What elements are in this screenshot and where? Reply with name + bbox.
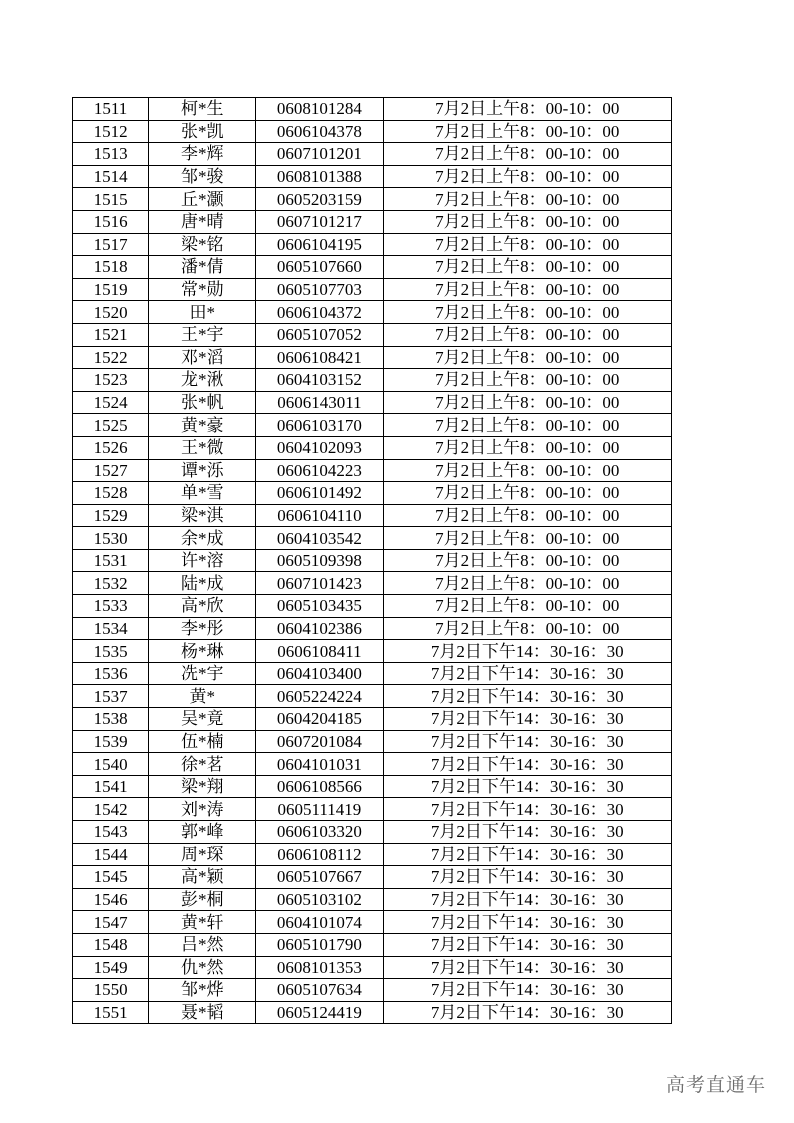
candidate-name-cell: 龙*湫 bbox=[149, 369, 256, 392]
candidate-name-cell: 田* bbox=[149, 301, 256, 324]
candidate-name-cell: 王*宇 bbox=[149, 323, 256, 346]
candidate-id-cell: 0606104223 bbox=[256, 459, 383, 482]
candidate-name-cell: 陆*成 bbox=[149, 572, 256, 595]
row-number-cell: 1527 bbox=[73, 459, 149, 482]
row-number-cell: 1537 bbox=[73, 685, 149, 708]
table-row bbox=[73, 595, 672, 618]
candidate-id-cell: 0604103152 bbox=[256, 369, 383, 392]
exam-time-cell: 7月2日上午8：00-10：00 bbox=[383, 278, 672, 301]
candidate-id-cell: 0606108566 bbox=[256, 775, 383, 798]
row-number-cell: 1546 bbox=[73, 888, 149, 911]
candidate-id-cell: 0604102386 bbox=[256, 617, 383, 640]
candidate-id-cell: 0606101492 bbox=[256, 482, 383, 505]
candidate-name-cell: 黄*轩 bbox=[149, 911, 256, 934]
candidate-id-cell: 0606103170 bbox=[256, 414, 383, 437]
row-number-cell: 1529 bbox=[73, 504, 149, 527]
exam-time-cell: 7月2日上午8：00-10：00 bbox=[383, 482, 672, 505]
exam-time-cell: 7月2日上午8：00-10：00 bbox=[383, 549, 672, 572]
candidate-name-cell: 伍*楠 bbox=[149, 730, 256, 753]
table-row bbox=[73, 459, 672, 482]
candidate-name-cell: 梁*铭 bbox=[149, 233, 256, 256]
candidate-id-cell: 0604102093 bbox=[256, 436, 383, 459]
candidate-id-cell: 0605107660 bbox=[256, 256, 383, 279]
exam-time-cell: 7月2日上午8：00-10：00 bbox=[383, 301, 672, 324]
candidate-id-cell: 0605107667 bbox=[256, 866, 383, 889]
row-number-cell: 1548 bbox=[73, 933, 149, 956]
candidate-name-cell: 高*颖 bbox=[149, 866, 256, 889]
table-row bbox=[73, 730, 672, 753]
candidate-name-cell: 梁*翔 bbox=[149, 775, 256, 798]
candidate-name-cell: 邹*骏 bbox=[149, 165, 256, 188]
table-row bbox=[73, 436, 672, 459]
candidate-id-cell: 0608101353 bbox=[256, 956, 383, 979]
row-number-cell: 1534 bbox=[73, 617, 149, 640]
exam-time-cell: 7月2日下午14：30-16：30 bbox=[383, 798, 672, 821]
exam-time-cell: 7月2日上午8：00-10：00 bbox=[383, 120, 672, 143]
candidate-name-cell: 彭*桐 bbox=[149, 888, 256, 911]
candidate-id-cell: 0605107703 bbox=[256, 278, 383, 301]
table-row bbox=[73, 414, 672, 437]
row-number-cell: 1547 bbox=[73, 911, 149, 934]
candidate-name-cell: 常*勋 bbox=[149, 278, 256, 301]
candidate-id-cell: 0605103435 bbox=[256, 595, 383, 618]
row-number-cell: 1550 bbox=[73, 979, 149, 1002]
exam-time-cell: 7月2日上午8：00-10：00 bbox=[383, 323, 672, 346]
candidate-name-cell: 黄* bbox=[149, 685, 256, 708]
row-number-cell: 1521 bbox=[73, 323, 149, 346]
table-row bbox=[73, 256, 672, 279]
candidate-name-cell: 冼*宇 bbox=[149, 662, 256, 685]
table-row bbox=[73, 753, 672, 776]
row-number-cell: 1542 bbox=[73, 798, 149, 821]
candidate-name-cell: 吕*然 bbox=[149, 933, 256, 956]
exam-time-cell: 7月2日上午8：00-10：00 bbox=[383, 391, 672, 414]
candidate-name-cell: 柯*生 bbox=[149, 98, 256, 121]
candidate-id-cell: 0604103400 bbox=[256, 662, 383, 685]
table-row bbox=[73, 617, 672, 640]
watermark: 高考直通车 bbox=[665, 1074, 766, 1096]
row-number-cell: 1531 bbox=[73, 549, 149, 572]
exam-time-cell: 7月2日下午14：30-16：30 bbox=[383, 730, 672, 753]
candidate-id-cell: 0605107634 bbox=[256, 979, 383, 1002]
exam-time-cell: 7月2日下午14：30-16：30 bbox=[383, 753, 672, 776]
table-row bbox=[73, 640, 672, 663]
candidate-name-cell: 刘*涛 bbox=[149, 798, 256, 821]
candidate-id-cell: 0605107052 bbox=[256, 323, 383, 346]
table-row bbox=[73, 278, 672, 301]
table-row bbox=[73, 1001, 672, 1024]
table-row bbox=[73, 210, 672, 233]
row-number-cell: 1545 bbox=[73, 866, 149, 889]
exam-time-cell: 7月2日上午8：00-10：00 bbox=[383, 369, 672, 392]
table-row bbox=[73, 572, 672, 595]
candidate-name-cell: 李*彤 bbox=[149, 617, 256, 640]
table-row bbox=[73, 549, 672, 572]
row-number-cell: 1526 bbox=[73, 436, 149, 459]
candidate-id-cell: 0605203159 bbox=[256, 188, 383, 211]
exam-time-cell: 7月2日下午14：30-16：30 bbox=[383, 933, 672, 956]
candidate-id-cell: 0605103102 bbox=[256, 888, 383, 911]
row-number-cell: 1533 bbox=[73, 595, 149, 618]
exam-time-cell: 7月2日下午14：30-16：30 bbox=[383, 888, 672, 911]
candidate-id-cell: 0604101031 bbox=[256, 753, 383, 776]
row-number-cell: 1539 bbox=[73, 730, 149, 753]
candidate-id-cell: 0608101388 bbox=[256, 165, 383, 188]
row-number-cell: 1513 bbox=[73, 143, 149, 166]
table-row bbox=[73, 165, 672, 188]
exam-time-cell: 7月2日上午8：00-10：00 bbox=[383, 98, 672, 121]
exam-time-cell: 7月2日下午14：30-16：30 bbox=[383, 979, 672, 1002]
row-number-cell: 1541 bbox=[73, 775, 149, 798]
table-row bbox=[73, 979, 672, 1002]
candidate-name-cell: 仇*然 bbox=[149, 956, 256, 979]
table-row bbox=[73, 188, 672, 211]
row-number-cell: 1511 bbox=[73, 98, 149, 121]
table-body bbox=[73, 98, 672, 1024]
exam-schedule-table bbox=[72, 97, 672, 1024]
exam-time-cell: 7月2日上午8：00-10：00 bbox=[383, 527, 672, 550]
candidate-id-cell: 0607201084 bbox=[256, 730, 383, 753]
candidate-id-cell: 0606104110 bbox=[256, 504, 383, 527]
table-row bbox=[73, 866, 672, 889]
table-row bbox=[73, 301, 672, 324]
candidate-id-cell: 0605109398 bbox=[256, 549, 383, 572]
exam-time-cell: 7月2日下午14：30-16：30 bbox=[383, 821, 672, 844]
candidate-name-cell: 梁*淇 bbox=[149, 504, 256, 527]
candidate-name-cell: 郭*峰 bbox=[149, 821, 256, 844]
exam-time-cell: 7月2日上午8：00-10：00 bbox=[383, 436, 672, 459]
candidate-name-cell: 聂*韬 bbox=[149, 1001, 256, 1024]
candidate-name-cell: 李*辉 bbox=[149, 143, 256, 166]
candidate-id-cell: 0606104378 bbox=[256, 120, 383, 143]
row-number-cell: 1520 bbox=[73, 301, 149, 324]
candidate-name-cell: 邹*烨 bbox=[149, 979, 256, 1002]
table-row bbox=[73, 369, 672, 392]
candidate-name-cell: 唐*晴 bbox=[149, 210, 256, 233]
table-row bbox=[73, 143, 672, 166]
exam-time-cell: 7月2日下午14：30-16：30 bbox=[383, 685, 672, 708]
candidate-id-cell: 0607101201 bbox=[256, 143, 383, 166]
table-row bbox=[73, 888, 672, 911]
candidate-id-cell: 0604204185 bbox=[256, 708, 383, 731]
candidate-id-cell: 0606143011 bbox=[256, 391, 383, 414]
row-number-cell: 1544 bbox=[73, 843, 149, 866]
row-number-cell: 1532 bbox=[73, 572, 149, 595]
table-row bbox=[73, 911, 672, 934]
row-number-cell: 1523 bbox=[73, 369, 149, 392]
candidate-name-cell: 杨*琳 bbox=[149, 640, 256, 663]
candidate-name-cell: 黄*豪 bbox=[149, 414, 256, 437]
exam-time-cell: 7月2日下午14：30-16：30 bbox=[383, 775, 672, 798]
candidate-id-cell: 0605124419 bbox=[256, 1001, 383, 1024]
exam-time-cell: 7月2日上午8：00-10：00 bbox=[383, 210, 672, 233]
table-row bbox=[73, 233, 672, 256]
exam-time-cell: 7月2日上午8：00-10：00 bbox=[383, 165, 672, 188]
row-number-cell: 1524 bbox=[73, 391, 149, 414]
candidate-id-cell: 0604101074 bbox=[256, 911, 383, 934]
exam-time-cell: 7月2日下午14：30-16：30 bbox=[383, 911, 672, 934]
exam-time-cell: 7月2日上午8：00-10：00 bbox=[383, 143, 672, 166]
table-row bbox=[73, 933, 672, 956]
table-row bbox=[73, 527, 672, 550]
row-number-cell: 1549 bbox=[73, 956, 149, 979]
candidate-name-cell: 余*成 bbox=[149, 527, 256, 550]
candidate-id-cell: 0605111419 bbox=[256, 798, 383, 821]
table-row bbox=[73, 956, 672, 979]
candidate-name-cell: 许*溶 bbox=[149, 549, 256, 572]
row-number-cell: 1515 bbox=[73, 188, 149, 211]
row-number-cell: 1528 bbox=[73, 482, 149, 505]
row-number-cell: 1516 bbox=[73, 210, 149, 233]
candidate-id-cell: 0606108421 bbox=[256, 346, 383, 369]
row-number-cell: 1535 bbox=[73, 640, 149, 663]
candidate-name-cell: 丘*灏 bbox=[149, 188, 256, 211]
table-row bbox=[73, 798, 672, 821]
table-row bbox=[73, 482, 672, 505]
row-number-cell: 1514 bbox=[73, 165, 149, 188]
exam-time-cell: 7月2日下午14：30-16：30 bbox=[383, 866, 672, 889]
candidate-name-cell: 邓*滔 bbox=[149, 346, 256, 369]
candidate-id-cell: 0607101217 bbox=[256, 210, 383, 233]
candidate-name-cell: 张*凯 bbox=[149, 120, 256, 143]
exam-time-cell: 7月2日上午8：00-10：00 bbox=[383, 504, 672, 527]
table-row bbox=[73, 775, 672, 798]
exam-time-cell: 7月2日上午8：00-10：00 bbox=[383, 256, 672, 279]
candidate-name-cell: 张*帆 bbox=[149, 391, 256, 414]
table-row bbox=[73, 662, 672, 685]
exam-time-cell: 7月2日上午8：00-10：00 bbox=[383, 188, 672, 211]
exam-time-cell: 7月2日上午8：00-10：00 bbox=[383, 572, 672, 595]
candidate-id-cell: 0608101284 bbox=[256, 98, 383, 121]
exam-time-cell: 7月2日下午14：30-16：30 bbox=[383, 1001, 672, 1024]
table-row bbox=[73, 120, 672, 143]
row-number-cell: 1518 bbox=[73, 256, 149, 279]
row-number-cell: 1536 bbox=[73, 662, 149, 685]
exam-time-cell: 7月2日上午8：00-10：00 bbox=[383, 617, 672, 640]
row-number-cell: 1551 bbox=[73, 1001, 149, 1024]
candidate-name-cell: 周*琛 bbox=[149, 843, 256, 866]
exam-time-cell: 7月2日上午8：00-10：00 bbox=[383, 414, 672, 437]
table-row bbox=[73, 346, 672, 369]
exam-time-cell: 7月2日下午14：30-16：30 bbox=[383, 640, 672, 663]
candidate-name-cell: 吴*竟 bbox=[149, 708, 256, 731]
candidate-name-cell: 潘*倩 bbox=[149, 256, 256, 279]
candidate-name-cell: 谭*泺 bbox=[149, 459, 256, 482]
candidate-id-cell: 0604103542 bbox=[256, 527, 383, 550]
row-number-cell: 1517 bbox=[73, 233, 149, 256]
exam-time-cell: 7月2日上午8：00-10：00 bbox=[383, 595, 672, 618]
exam-time-cell: 7月2日上午8：00-10：00 bbox=[383, 459, 672, 482]
exam-time-cell: 7月2日下午14：30-16：30 bbox=[383, 708, 672, 731]
candidate-name-cell: 王*微 bbox=[149, 436, 256, 459]
table-row bbox=[73, 391, 672, 414]
candidate-name-cell: 单*雪 bbox=[149, 482, 256, 505]
table-row bbox=[73, 821, 672, 844]
row-number-cell: 1530 bbox=[73, 527, 149, 550]
table-row bbox=[73, 323, 672, 346]
candidate-id-cell: 0605101790 bbox=[256, 933, 383, 956]
candidate-id-cell: 0606104372 bbox=[256, 301, 383, 324]
row-number-cell: 1540 bbox=[73, 753, 149, 776]
row-number-cell: 1525 bbox=[73, 414, 149, 437]
row-number-cell: 1543 bbox=[73, 821, 149, 844]
exam-time-cell: 7月2日下午14：30-16：30 bbox=[383, 956, 672, 979]
row-number-cell: 1522 bbox=[73, 346, 149, 369]
exam-time-cell: 7月2日上午8：00-10：00 bbox=[383, 346, 672, 369]
candidate-id-cell: 0606103320 bbox=[256, 821, 383, 844]
table-row bbox=[73, 504, 672, 527]
exam-time-cell: 7月2日下午14：30-16：30 bbox=[383, 662, 672, 685]
candidate-id-cell: 0606108112 bbox=[256, 843, 383, 866]
candidate-id-cell: 0605224224 bbox=[256, 685, 383, 708]
table-row bbox=[73, 843, 672, 866]
candidate-name-cell: 徐*茗 bbox=[149, 753, 256, 776]
candidate-id-cell: 0606104195 bbox=[256, 233, 383, 256]
table-row bbox=[73, 685, 672, 708]
table-row bbox=[73, 98, 672, 121]
candidate-name-cell: 高*欣 bbox=[149, 595, 256, 618]
table-row bbox=[73, 708, 672, 731]
candidate-id-cell: 0606108411 bbox=[256, 640, 383, 663]
exam-time-cell: 7月2日上午8：00-10：00 bbox=[383, 233, 672, 256]
candidate-id-cell: 0607101423 bbox=[256, 572, 383, 595]
row-number-cell: 1538 bbox=[73, 708, 149, 731]
exam-time-cell: 7月2日下午14：30-16：30 bbox=[383, 843, 672, 866]
row-number-cell: 1512 bbox=[73, 120, 149, 143]
row-number-cell: 1519 bbox=[73, 278, 149, 301]
